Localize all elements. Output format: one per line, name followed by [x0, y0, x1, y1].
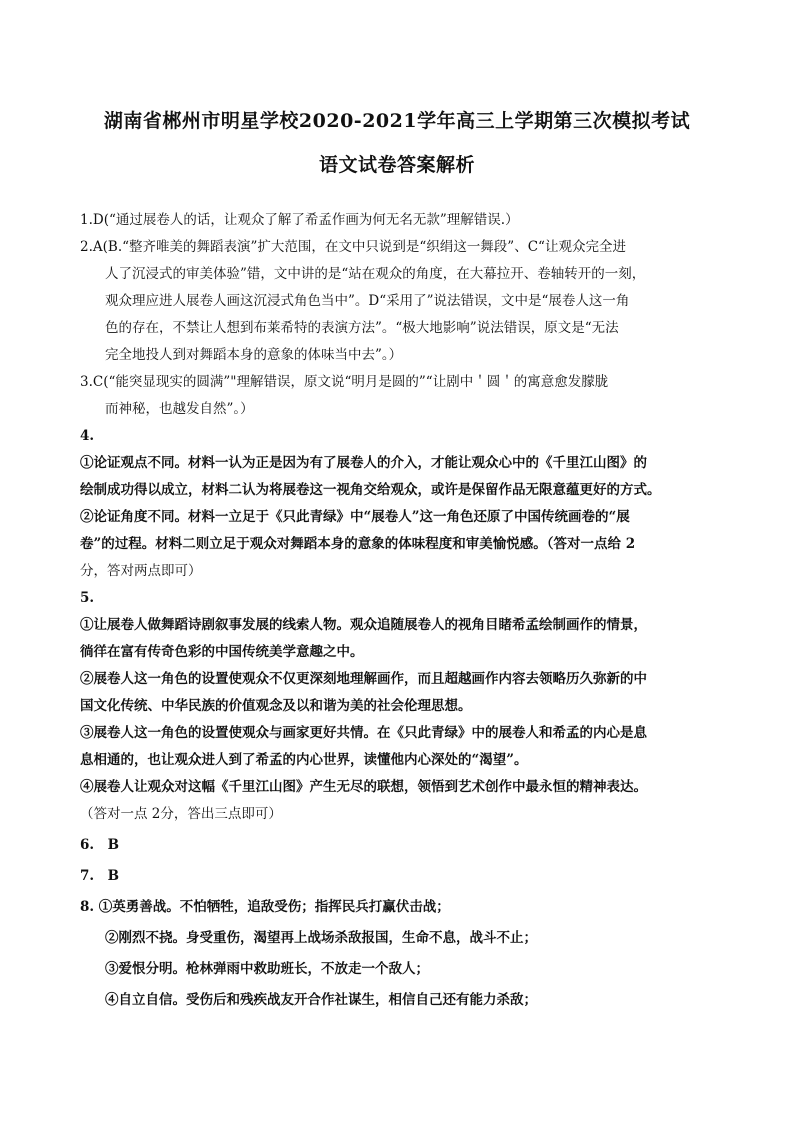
answer-4-line-2: 绘制成功得以成立，材料二认为将展卷这一视角交给观众，或许是保留作品无限意蕴更好的方式。: [80, 482, 661, 498]
answer-3-line-2: 而神秘，也越发自然”。）: [105, 401, 254, 417]
answer-4-line-3: ②论证角度不同。材料一立足于《只此青绿》中“展卷人”这一角色还原了中国传统画卷的“展: [80, 509, 630, 525]
answer-8-line-2: ②刚烈不挠。身受重伤，渴望再上战场杀敌报国，生命不息，战斗不止；: [105, 930, 537, 946]
answer-5-line-7: ④展卷人让观众对这幅《千里江山图》产生无尽的联想，领悟到艺术创作中最永恒的精神表达。: [80, 779, 647, 795]
answer-2-line-1: 2.A(B.“整齐唯美的舞蹈表演”扩大范围，在文中只说到是“织绢这一舞段”、C“让观众完全进: [80, 239, 626, 255]
answer-7: 7. B: [80, 868, 120, 884]
document-title: 湖南省郴州市明星学校2020-2021学年高三上学期第三次模拟考试: [103, 110, 691, 132]
answer-2-line-5: 完全地投人到对舞蹈本身的意象的体味当中去”。）: [105, 347, 403, 363]
answer-5-line-8: （答对一点 2分，答出三点即可）: [80, 806, 282, 822]
answer-5-number: 5.: [80, 590, 95, 606]
answer-5-line-4: 国文化传统、中华民族的价值观念及以和谐为美的社会伦理思想。: [80, 698, 472, 714]
answer-4-line-4: 卷”的过程。材料二则立足于观众对舞蹈本身的意象的体味程度和审美愉悦感。（答对一点给 2: [80, 536, 636, 552]
answer-5-line-6: 息相通的，也让观众进人到了希孟的内心世界，读懂他内心深处的“渴望”。: [80, 752, 528, 768]
answer-3-line-1: 3.C(“能突显现实的圆满”"理解错误，原文说“明月是圆的”“让剧中＇圆＇的寓意愈发朦胧: [80, 374, 609, 390]
answer-8-line-3: ③爱恨分明。枪林弹雨中救助班长，不放走一个敌人；: [105, 961, 429, 977]
answer-2-line-2: 人了沉浸式的审美体验”错，文中讲的是“站在观众的角度，在大幕拉开、卷轴转开的一刻，: [105, 266, 646, 282]
answer-4-number: 4.: [80, 428, 95, 444]
answer-5-line-3: ②展卷人这一角色的设置使观众不仅更深刻地理解画作，而且超越画作内容去领略历久弥新的中: [80, 671, 647, 687]
answer-8-line-4: ④自立自信。受伤后和残疾战友开合作社谋生，相信自己还有能力杀敌；: [105, 992, 537, 1008]
answer-5-line-1: ①让展卷人做舞蹈诗剧叙事发展的线索人物。观众追随展卷人的视角目睹希孟绘制画作的情景，: [80, 617, 647, 633]
answer-1: 1.D(“通过展卷人的话，让观众了解了希孟作画为何无名无款”理解错误.）: [80, 212, 519, 228]
answer-4-line-1: ①论证观点不同。材料一认为正是因为有了展卷人的介入，才能让观众心中的《千里江山图》的: [80, 455, 647, 471]
answer-5-line-2: 徜徉在富有传奇色彩的中国传统美学意趣之中。: [80, 644, 364, 660]
answer-2-line-3: 观众理应进人展卷人画这沉浸式角色当中”。D“采用了”说法错误，文中是“展卷人这一角: [105, 293, 630, 309]
document-subtitle: 语文试卷答案解析: [318, 154, 475, 176]
answer-4-line-5: 分，答对两点即可）: [80, 563, 202, 579]
answer-6: 6. B: [80, 837, 120, 853]
answer-2-line-4: 色的存在，不禁让人想到布莱希特的表演方法”。“极大地影响”说法错误，原文是“无法: [105, 320, 619, 336]
answer-5-line-5: ③展卷人这一角色的设置使观众与画家更好共情。在《只此青绿》中的展卷人和希孟的内心是息: [80, 725, 647, 741]
answer-8-line-1: 8. ①英勇善战。不怕牺牲，追敌受伤；指挥民兵打赢伏击战；: [80, 899, 450, 915]
